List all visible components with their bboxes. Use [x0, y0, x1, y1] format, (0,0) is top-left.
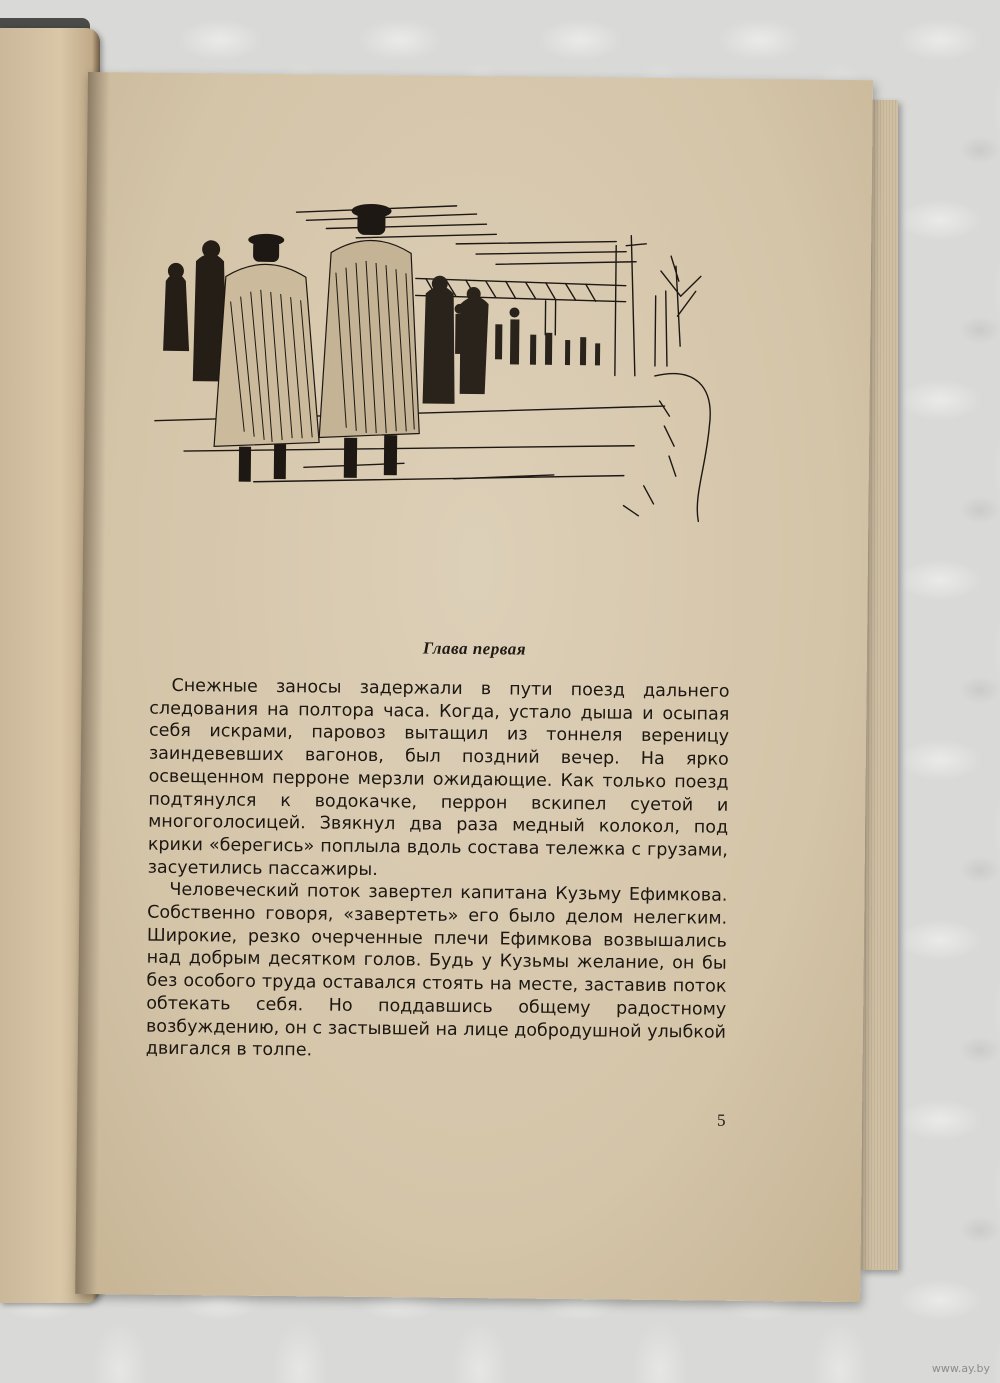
page-number: 5: [716, 1110, 726, 1130]
book-page: [75, 72, 873, 1302]
paragraph: Снежные заносы задержали в пути поезд дальнего следования на полтора часа. Когда, устало дыша и осыпая себя искрами, паровоз вытащил из тоннеля вереницу заиндевевших вагонов, был поздний вечер. На ярко освещенном перроне мерзли ожидающие. Как только поезд подтянулся к водокачке, перрон вскипел суетой и многоголосицей. Звякнул два раза медный колокол, под крики «берегись» поплыла вдоль состава тележка с грузами, засуетились пассажиры.: [147, 675, 730, 880]
chapter-body: [146, 675, 730, 1067]
paragraph: Человеческий поток завертел капитана Кузьму Ефимкова. Собственно говоря, «завертеть» его было делом нелегким. Широкие, резко очерченные плечи Ефимкова возвышались над добрым десятком голов. Будь у Кузьмы желание, он бы без особого труда оставался стоять на месте, заставив поток обтекать себя. Но поддавшись общему радостному возбуждению, он с застывшей на лице добродушной улыбкой двигался в толпе.: [145, 880, 728, 1061]
chapter-illustration: [153, 181, 717, 527]
chapter-title: Глава первая: [422, 638, 527, 659]
watermark: www.ay.by: [931, 1362, 990, 1375]
